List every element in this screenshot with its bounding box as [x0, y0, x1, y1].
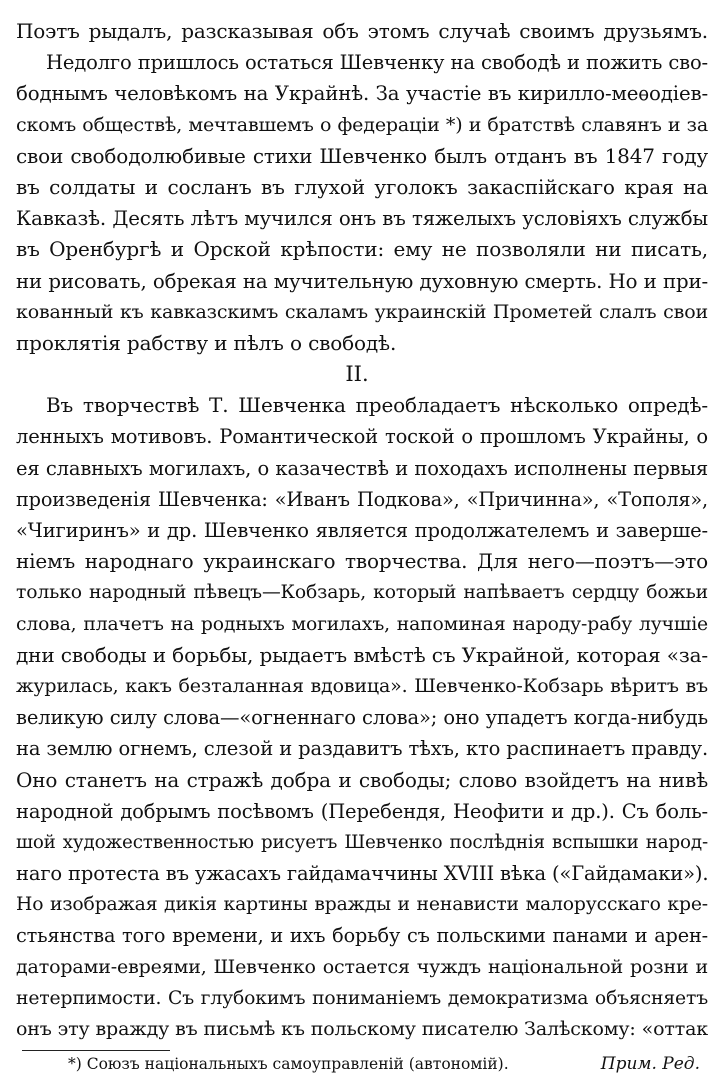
text-line: ея славныхъ могилахъ, о казачествѣ и походахъ исполнены первыя	[16, 456, 708, 480]
footnote	[16, 1051, 708, 1077]
text-line: боднымъ человѣкомъ на Украйнѣ. За участіе въ кирилло-меѳодіев-	[16, 82, 708, 106]
paragraph-creativity	[16, 390, 708, 1045]
text-line: нетерпимости. Съ глубокимъ пониманіемъ демократизма объясняетъ	[16, 987, 708, 1009]
text-line: Кавказѣ. Десять лѣтъ мучился онъ въ тяжелыхъ условіяхъ службы	[16, 207, 708, 231]
text-line: онъ эту вражду въ письмѣ къ польскому писателю Залѣскому: «оттак	[16, 1018, 708, 1040]
text-line: дни свободы и борьбы, рыдаетъ вмѣстѣ съ Украйной, которая «за-	[16, 642, 708, 667]
text-line: Но изображая дикія картины вражды и ненависти малорусскаго кре-	[16, 894, 708, 916]
text-line: свои свободолюбивые стихи Шевченко былъ отданъ въ 1847 году	[16, 143, 708, 168]
text-line: въ Оренбургѣ и Орской крѣпости: ему не позволяли ни писать,	[16, 237, 708, 262]
text-line: даторами-евреями, Шевченко остается чуждъ національной розни и	[16, 955, 708, 978]
text-line: шой художественностью рисуетъ Шевченко послѣднія вспышки народ-	[16, 831, 708, 853]
text-line: народной добрымъ посѣвомъ (Перебендя, Неофити и др.). Съ боль-	[16, 799, 708, 823]
text-line: ленныхъ мотивовъ. Романтической тоской о прошломъ Украйны, о	[16, 425, 708, 449]
footnote-signature: Прим. Ред.	[600, 1054, 700, 1075]
text-line: проклятія рабству и пѣлъ о свободѣ.	[16, 330, 397, 355]
text-line: кованный къ кавказскимъ скаламъ украинскій Прометей слалъ свои	[16, 300, 708, 323]
text-line: только народный пѣвецъ—Кобзарь, который напѣваетъ сердцу божьи	[16, 582, 708, 604]
text-line: великую силу слова—«огненнаго слова»; оно упадетъ когда-нибудь	[16, 706, 708, 730]
text-line: на землю огнемъ, слезой и раздавитъ тѣхъ, кто распинаетъ правду.	[16, 737, 708, 761]
text-line: Недолго пришлось остаться Шевченку на свободѣ и пожить сво-	[46, 51, 708, 75]
text-line: ни рисовать, обрекая на мучительную духовную смерть. Но и при-	[16, 269, 708, 293]
paragraph-exile	[16, 16, 708, 359]
text-line: въ солдаты и сосланъ въ глухой уголокъ закаспійскаго края на	[16, 174, 708, 199]
footnote-text: *) Союзъ національныхъ самоуправленій (автономій).	[68, 1055, 509, 1074]
text-line: Оно станетъ на стражѣ добра и свободы; слово взойдетъ на нивѣ	[16, 767, 708, 792]
text-line: произведенія Шевченка: «Иванъ Подкова», «Причинна», «Тополя»,	[16, 487, 708, 511]
text-line: Въ творчествѣ Т. Шевченка преобладаетъ нѣсколько опредѣ-	[46, 393, 708, 418]
text-line: слова, плачетъ на родныхъ могилахъ, напоминая народу-рабу лучшіе	[16, 613, 708, 635]
text-line: журилась, какъ безталанная вдовица». Шевченко-Кобзарь вѣритъ въ	[16, 674, 708, 697]
text-line: скомъ обществѣ, мечтавшемъ о федераціи *) и братствѣ славянъ и за	[16, 113, 708, 136]
text-line: ніемъ народнаго украинскаго творчества. Для него—поэтъ—это	[16, 549, 708, 574]
text-line: наго протеста въ ужасахъ гайдамаччины XVIII вѣка («Гайдамаки»).	[16, 862, 708, 886]
text-line: Поэтъ рыдалъ, разсказывая объ этомъ случаѣ своимъ друзьямъ.	[16, 19, 708, 43]
section-heading: II.	[345, 362, 369, 387]
text-line: «Чигиринъ» и др. Шевченко является продолжателемъ и заверше-	[16, 519, 708, 542]
text-line: стьянства того времени, и ихъ борьбу съ польскими панами и арен-	[16, 924, 708, 948]
